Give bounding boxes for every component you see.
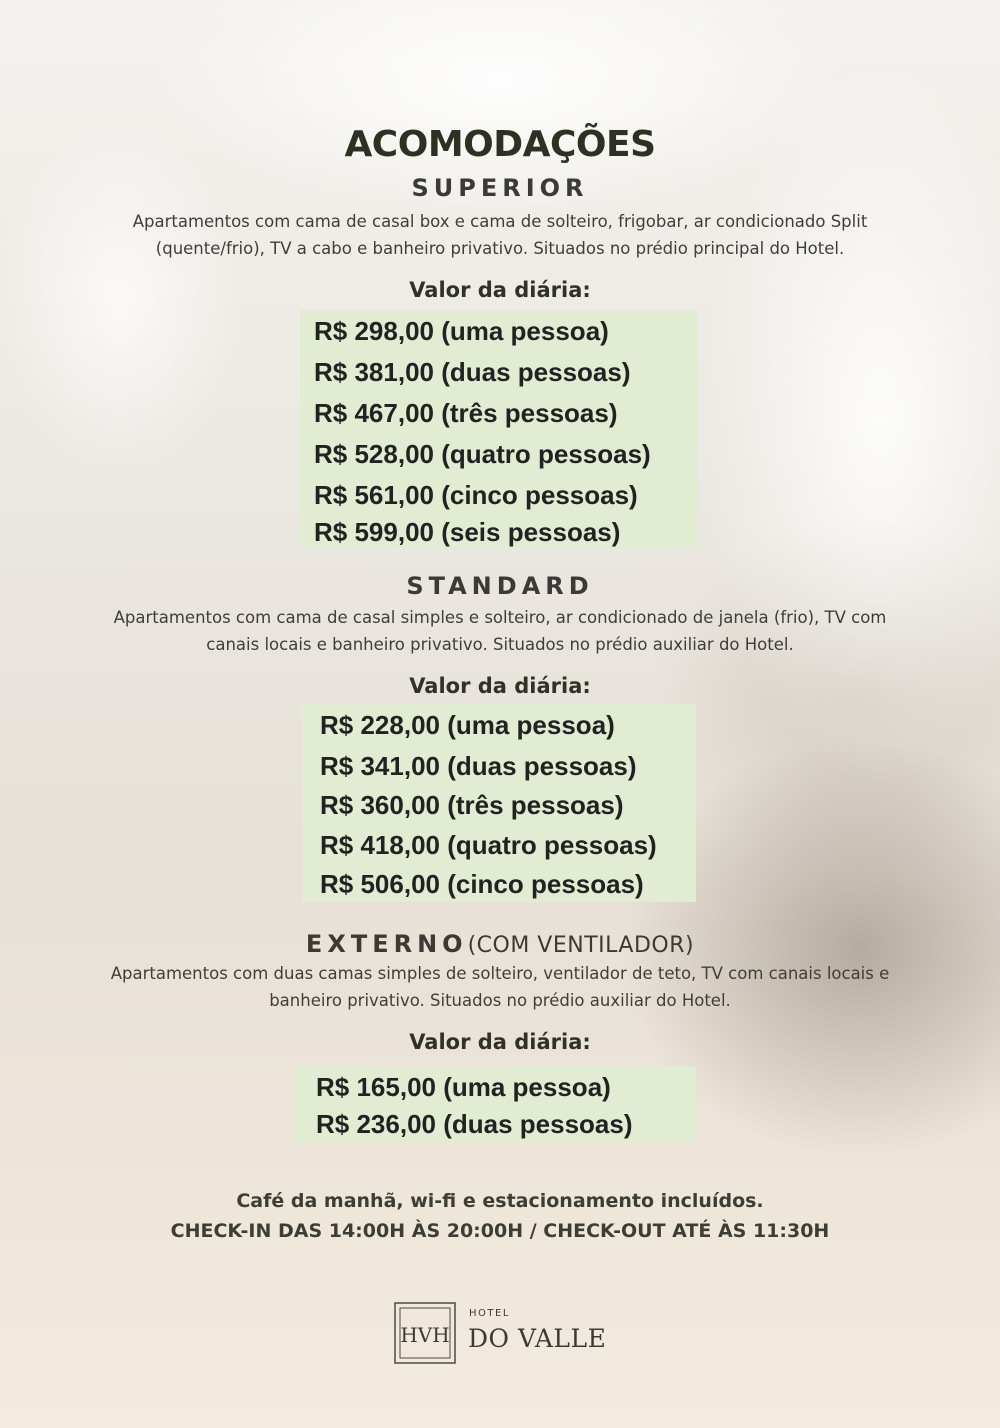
description-line: Apartamentos com cama de casal simples e solteiro, ar condicionado de janela (frio), TV com	[113, 608, 887, 627]
monogram-icon	[394, 1302, 456, 1364]
price-label-externo: Valor da diária:	[409, 1030, 591, 1054]
price-label-superior: Valor da diária:	[409, 278, 591, 302]
description-line: Apartamentos com cama de casal box e cama de solteiro, frigobar, ar condicionado Split	[132, 212, 868, 231]
room-description-externo	[30, 960, 970, 1014]
hotel-logo	[394, 1302, 614, 1364]
price-list-standard	[302, 704, 696, 902]
price-row: R$ 165,00 (uma pessoa)	[316, 1072, 611, 1102]
price-row: R$ 506,00 (cinco pessoas)	[320, 869, 644, 899]
description-line: banheiro privativo. Situados no prédio auxiliar do Hotel.	[269, 991, 731, 1010]
page-title: ACOMODAÇÕES	[344, 124, 656, 165]
description-line: Apartamentos com duas camas simples de solteiro, ventilador de teto, TV com canais locais e	[110, 964, 890, 983]
price-row: R$ 528,00 (quatro pessoas)	[314, 439, 651, 469]
price-row: R$ 236,00 (duas pessoas)	[316, 1109, 633, 1139]
price-list-externo	[294, 1066, 696, 1144]
room-description-standard	[30, 604, 970, 658]
monogram-text: HVH	[400, 1323, 450, 1347]
description-line: canais locais e banheiro privativo. Situados no prédio auxiliar do Hotel.	[206, 635, 794, 654]
room-title-externo	[0, 930, 1000, 958]
price-row: R$ 298,00 (uma pessoa)	[314, 316, 609, 346]
price-row: R$ 341,00 (duas pessoas)	[320, 751, 637, 781]
price-list-superior	[300, 310, 698, 548]
description-line: (quente/frio), TV a cabo e banheiro privativo. Situados no prédio principal do Hotel.	[155, 239, 845, 258]
room-suffix: (COM VENTILADOR)	[467, 933, 695, 958]
price-row: R$ 360,00 (três pessoas)	[320, 790, 624, 820]
logo-small-text: HOTEL	[469, 1308, 510, 1319]
footer-included-services: Café da manhã, wi-fi e estacionamento incluídos.	[236, 1190, 764, 1212]
room-name: SUPERIOR	[411, 174, 589, 202]
price-row: R$ 561,00 (cinco pessoas)	[314, 480, 638, 510]
price-row: R$ 228,00 (uma pessoa)	[320, 710, 615, 740]
price-row: R$ 599,00 (seis pessoas)	[314, 517, 621, 547]
price-row: R$ 418,00 (quatro pessoas)	[320, 830, 657, 860]
footer-checkin-times: CHECK-IN DAS 14:00H ÀS 20:00H / CHECK-OUT ATÉ ÀS 11:30H	[170, 1220, 830, 1242]
room-title-superior	[0, 174, 1000, 202]
logo-name: DO VALLE	[468, 1324, 607, 1353]
room-description-superior	[30, 208, 970, 262]
room-title-standard	[0, 572, 1000, 600]
room-name: STANDARD	[406, 572, 594, 600]
room-name: EXTERNO	[305, 930, 468, 958]
price-label-standard: Valor da diária:	[409, 674, 591, 698]
price-row: R$ 467,00 (três pessoas)	[314, 398, 618, 428]
price-row: R$ 381,00 (duas pessoas)	[314, 357, 631, 387]
